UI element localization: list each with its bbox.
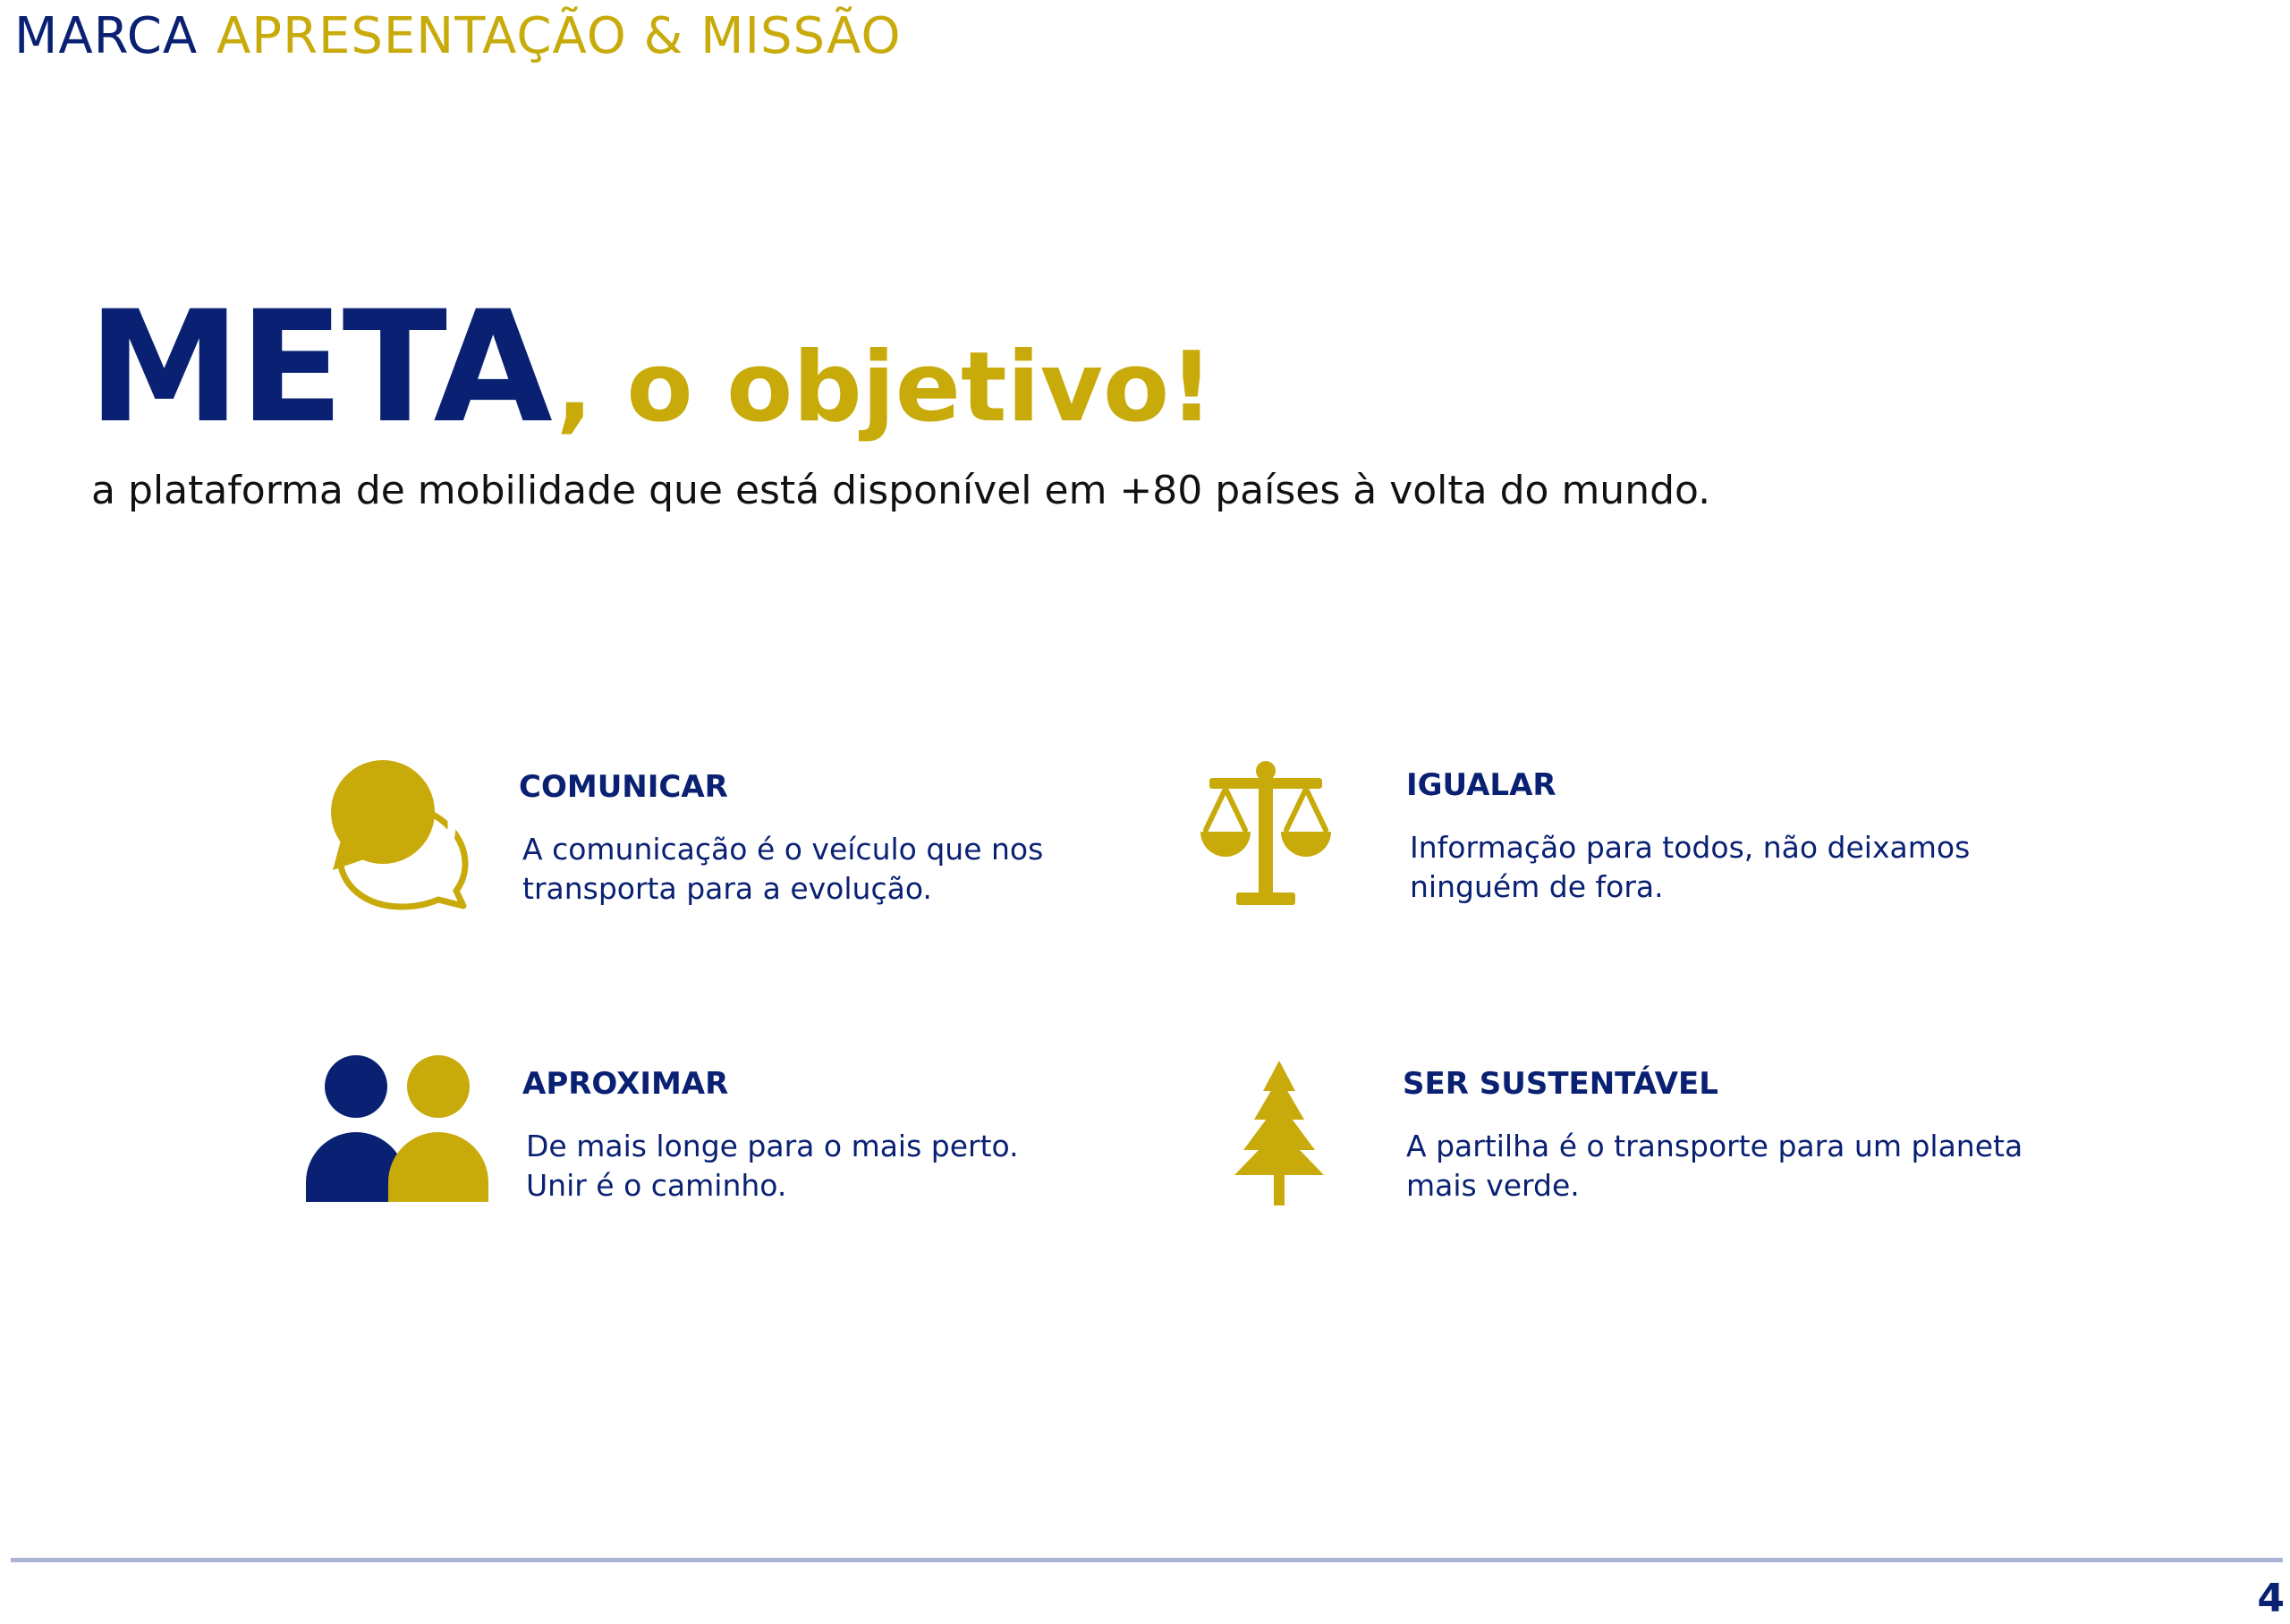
feature-text-aproximar-line2: Unir é o caminho. xyxy=(526,1168,787,1203)
page-subtitle: a plataforma de mobilidade que está disponível em +80 países à volta do mundo. xyxy=(91,468,1711,513)
header-brand: MARCA xyxy=(14,7,199,65)
feature-text-ser-sustentavel-line1: A partilha é o transporte para um planeta xyxy=(1406,1129,2023,1163)
scales-icon xyxy=(1199,758,1333,910)
tree-icon xyxy=(1233,1061,1326,1205)
page-title xyxy=(88,277,1214,457)
feature-title-comunicar: COMUNICAR xyxy=(519,769,728,805)
feature-text-igualar-line1: Informação para todos, não deixamos xyxy=(1410,830,1971,865)
two-people-icon xyxy=(304,1055,492,1205)
speech-bubbles-icon xyxy=(322,758,474,910)
feature-text-igualar-line2: ninguém de fora. xyxy=(1410,869,1664,904)
footer-divider xyxy=(11,1558,2283,1562)
title-main: META xyxy=(88,277,551,457)
page-number: 4 xyxy=(2257,1576,2285,1621)
feature-text-comunicar-line2: transporta para a evolução. xyxy=(522,871,932,906)
header-section-title: APRESENTAÇÃO & MISSÃO xyxy=(216,7,902,65)
feature-text-comunicar-line1: A comunicação é o veículo que nos xyxy=(522,832,1044,867)
feature-title-aproximar: APROXIMAR xyxy=(522,1066,729,1102)
feature-text-aproximar-line1: De mais longe para o mais perto. xyxy=(526,1129,1019,1163)
feature-text-ser-sustentavel-line2: mais verde. xyxy=(1406,1168,1580,1203)
title-rest: , o objetivo! xyxy=(556,332,1214,444)
feature-title-ser-sustentavel: SER SUSTENTÁVEL xyxy=(1403,1066,1718,1102)
feature-title-igualar: IGUALAR xyxy=(1406,767,1556,803)
